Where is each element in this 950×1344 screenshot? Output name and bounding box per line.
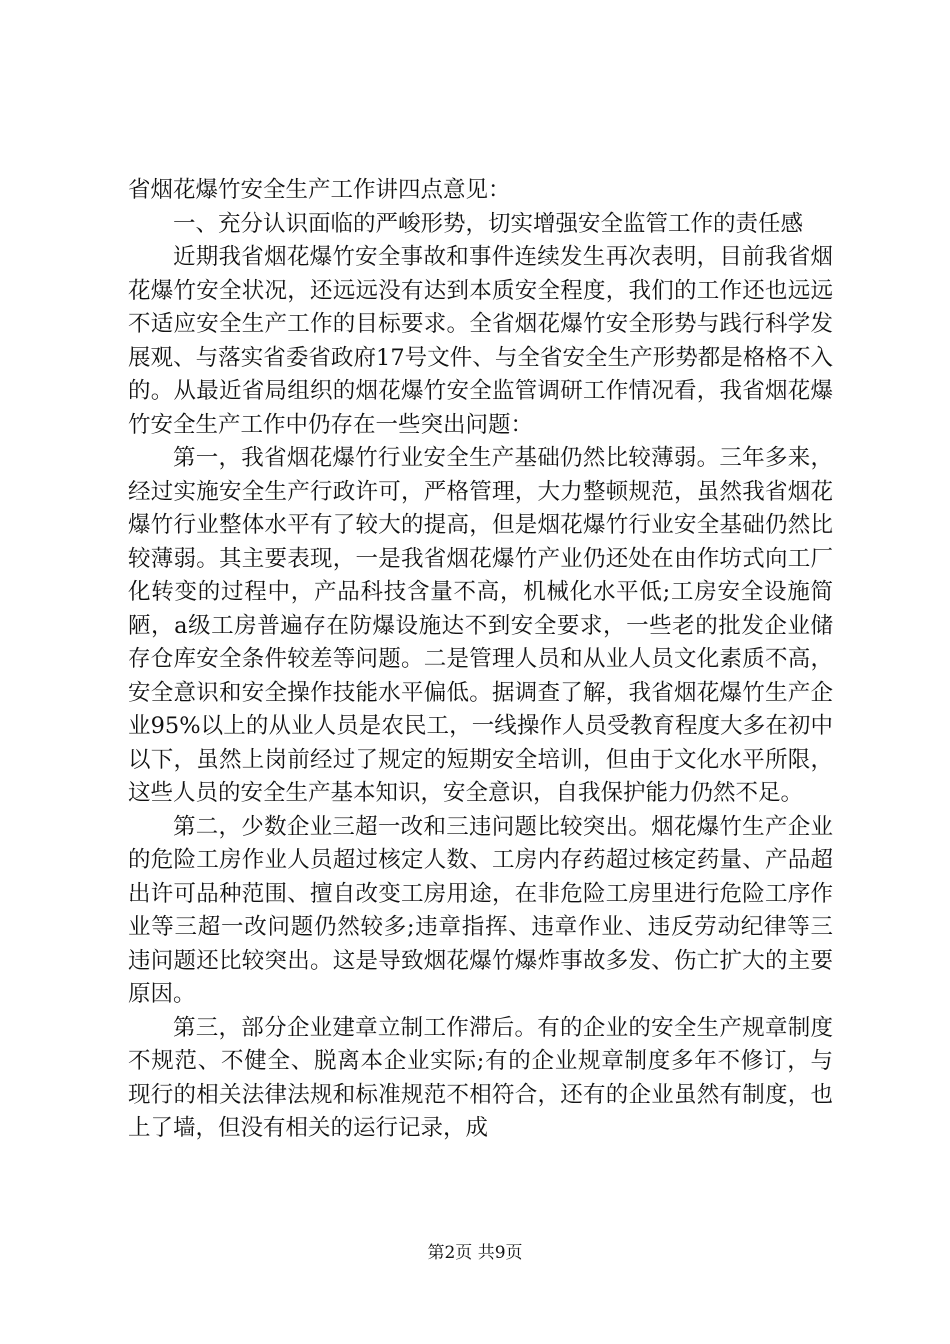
paragraph-second-issue: 第二，少数企业三超一改和三违问题比较突出。烟花爆竹生产企业的危险工房作业人员超过核定人数、工房内存药超过核定药量、产品超出许可品种范围、擅自改变工房用途，在非危险工房里进行危险工序作业等三超一改问题仍然较多;违章指挥、违章作业、违反劳动纪律等三违问题还比较突出。这是导致烟花爆竹爆炸事故多发、伤亡扩大的主要原因。 [128, 813, 833, 1007]
paragraph-first-issue: 第一，我省烟花爆竹行业安全生产基础仍然比较薄弱。三年多来，经过实施安全生产行政许可，严格管理，大力整顿规范，虽然我省烟花爆竹行业整体水平有了较大的提高，但是烟花爆竹行业安全基础仍然比较薄弱。其主要表现，一是我省烟花爆竹产业仍还处在由作坊式向工厂化转变的过程中，产品科技含量不高，机械化水平低;工房安全设施简陋，a级工房普遍存在防爆设施达不到安全要求，一些老的批发企业储存仓库安全条件较差等问题。二是管理人员和从业人员文化素质不高，安全意识和安全操作技能水平偏低。据调查了解，我省烟花爆竹生产企业95%以上的从业人员是农民工，一线操作人员受教育程度大多在初中以下，虽然上岗前经过了规定的短期安全培训，但由于文化水平所限，这些人员的安全生产基本知识，安全意识，自我保护能力仍然不足。 [128, 445, 833, 806]
paragraph-section-heading: 一、充分认识面临的严峻形势，切实增强安全监管工作的责任感 [173, 210, 804, 237]
paragraph-situation: 近期我省烟花爆竹安全事故和事件连续发生再次表明，目前我省烟花爆竹安全状况，还远远没有达到本质安全程度，我们的工作还也远远不适应安全生产工作的目标要求。全省烟花爆竹安全形势与践行科学发展观、与落实省委省政府17号文件、与全省安全生产形势都是格格不入的。从最近省局组织的烟花爆竹安全监管调研工作情况看，我省烟花爆竹安全生产工作中仍存在一些突出问题： [128, 244, 833, 438]
paragraph-third-issue: 第三，部分企业建章立制工作滞后。有的企业的安全生产规章制度不规范、不健全、脱离本企业实际;有的企业规章制度多年不修订，与现行的相关法律法规和标准规范不相符合，还有的企业虽然有制度，也上了墙，但没有相关的运行记录，成 [128, 1014, 833, 1141]
document-body [128, 174, 833, 1146]
paragraph-intro: 省烟花爆竹安全生产工作讲四点意见： [128, 177, 511, 203]
page-number-footer: 第2页 共9页 [427, 1243, 523, 1263]
